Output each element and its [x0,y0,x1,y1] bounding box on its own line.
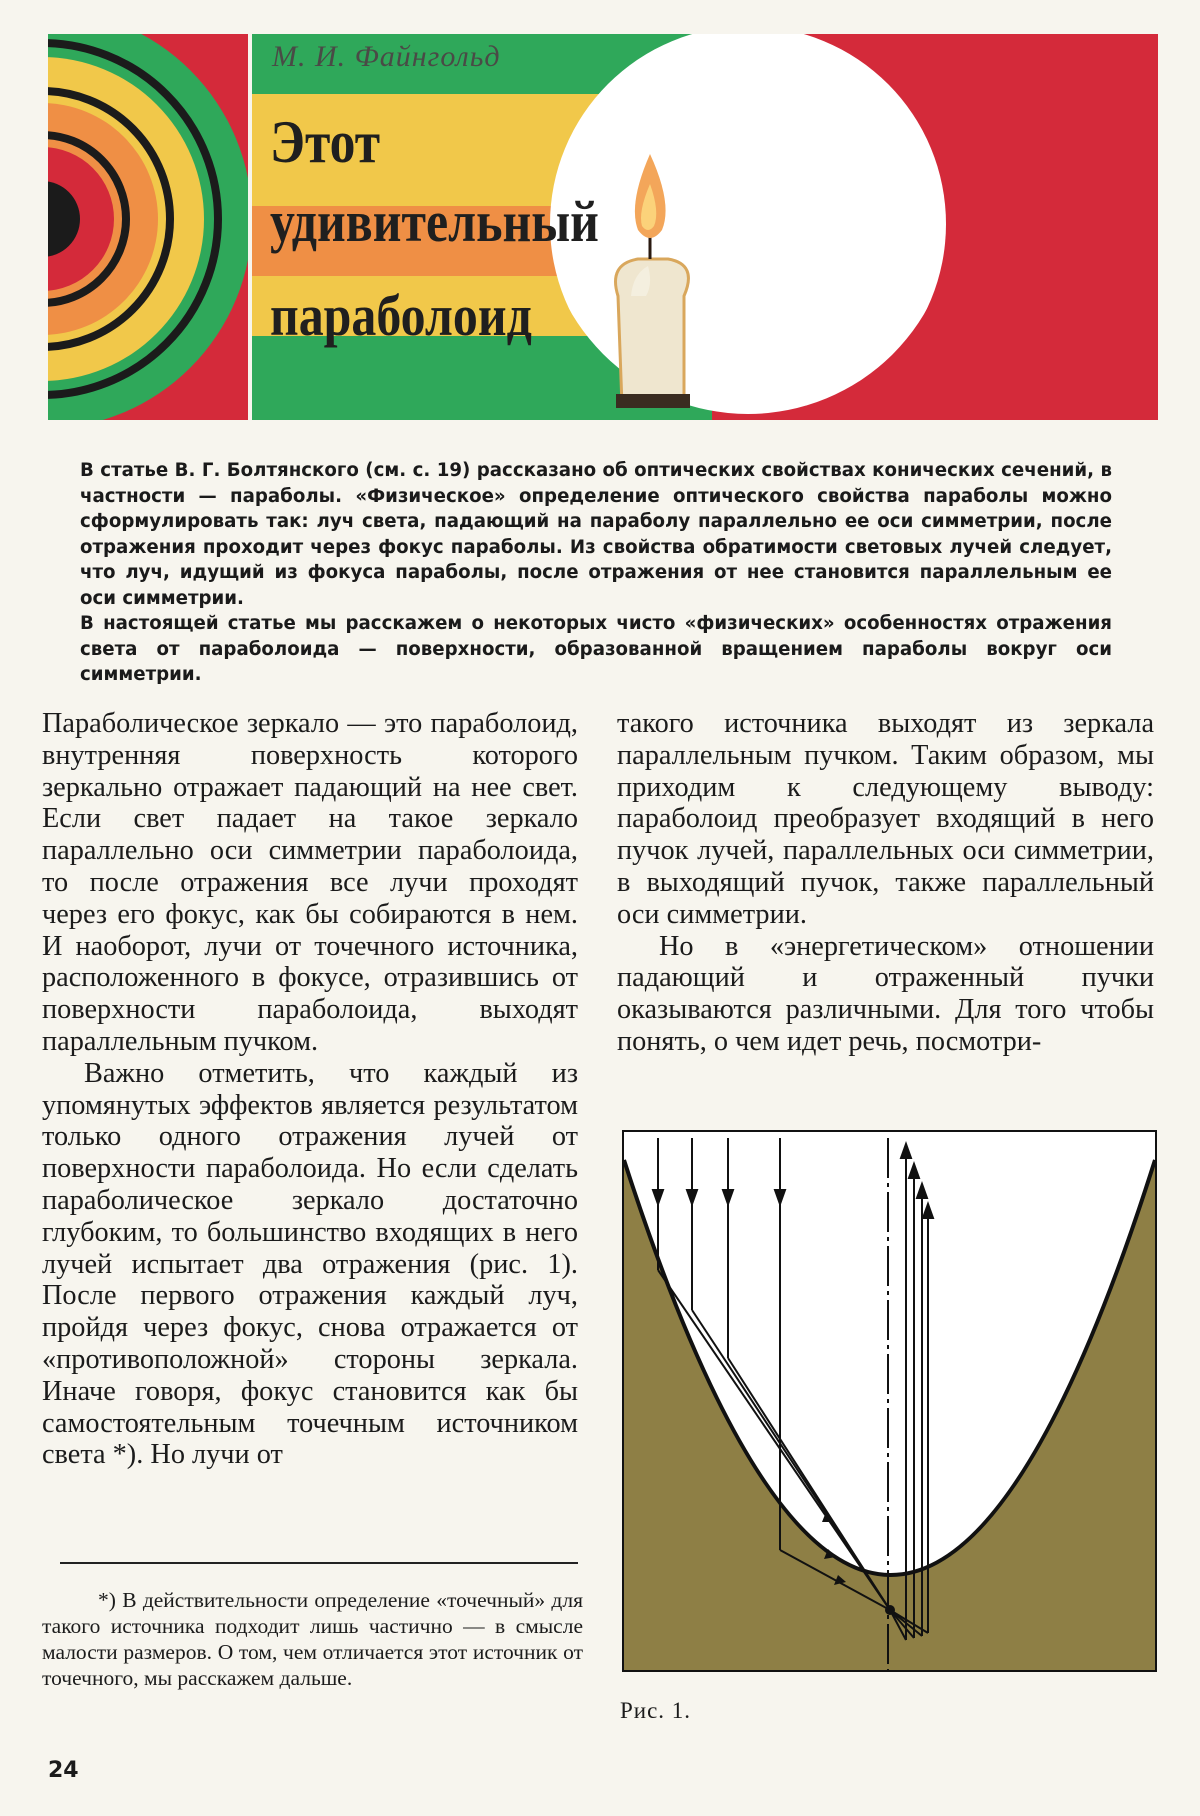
footnote [42,1587,583,1691]
focus-point [885,1605,895,1615]
concentric-arcs-graphic [48,34,252,420]
title-line-2: удивительный [270,189,599,254]
page-number: 24 [48,1758,79,1783]
title-line-1: Этот [270,109,381,175]
title-line-3: параболоид [270,283,532,348]
body-paragraph: такого источника выходят из зеркала параллельным пучком. Таким образом, мы приходим к следующему выводу: параболоид преобразует входящий в него пучок лучей, параллельных оси симметрии, в выходящий пучок, также параллельный оси симметрии. [617,708,1154,930]
body-right-column [617,708,1154,1058]
abstract-paragraph: В статье В. Г. Болтянского (см. с. 19) рассказано об оптических свойствах конических сечений, в частности — параболы. «Физическое» определение оптического свойства параболы можно сформулировать так: луч света, падающий на параболу параллельно ее оси симметрии, после отражения проходит через фокус параболы. Из свойства обратимости световых лучей следует, что луч, идущий из фокуса параболы, после отражения от нее становится параллельным ее оси симметрии. [80,460,1112,609]
abstract [80,458,1112,688]
figure-caption: Рис. 1. [620,1698,692,1723]
body-paragraph: Параболическое зеркало — это параболоид, внутренняя поверхность которого зеркально отражает падающий на нее свет. Если свет падает на такое зеркало параллельно оси симметрии параболоида, то после отражения все лучи проходят через его фокус, как бы собираются в нем. И наоборот, лучи от точечного источника, расположенного в фокусе, отразившись от поверхности параболоида, выходят параллельным пучком. [42,708,578,1057]
figure-parabolic-mirror [622,1130,1157,1672]
body-left-column [42,708,578,1471]
footnote-rule [60,1562,578,1564]
body-paragraph: Но в «энергетическом» отношении падающий и отраженный пучки оказываются различными. Для того чтобы понять, о чем идет речь, посмотри- [617,930,1154,1057]
abstract-paragraph: В настоящей статье мы расскажем о некоторых чисто «физических» особенностях отражения света от параболоида — поверхности, образованной вращением параболы вокруг оси симметрии. [80,613,1112,685]
footnote-text: *) В действительности определение «точечный» для такого источника подходит лишь частично — в смысле малости размеров. О том, чем отличается этот источник от точечного, мы расскажем дальше. [42,1588,583,1690]
title-banner [48,34,1158,420]
body-paragraph: Важно отметить, что каждый из упомянутых эффектов является результатом только одного отражения лучей от поверхности параболоида. Но если сделать параболическое зеркало достаточно глубоким, то большинство входящих в него лучей испытает два отражения (рис. 1). После первого отражения каждый луч, пройдя через фокус, снова отражается от «противоположной» стороны зеркала. Иначе говоря, фокус становится как бы самостоятельным точечным источником света *). Но лучи от [42,1057,578,1471]
author-name: М. И. Файнгольд [272,40,501,73]
